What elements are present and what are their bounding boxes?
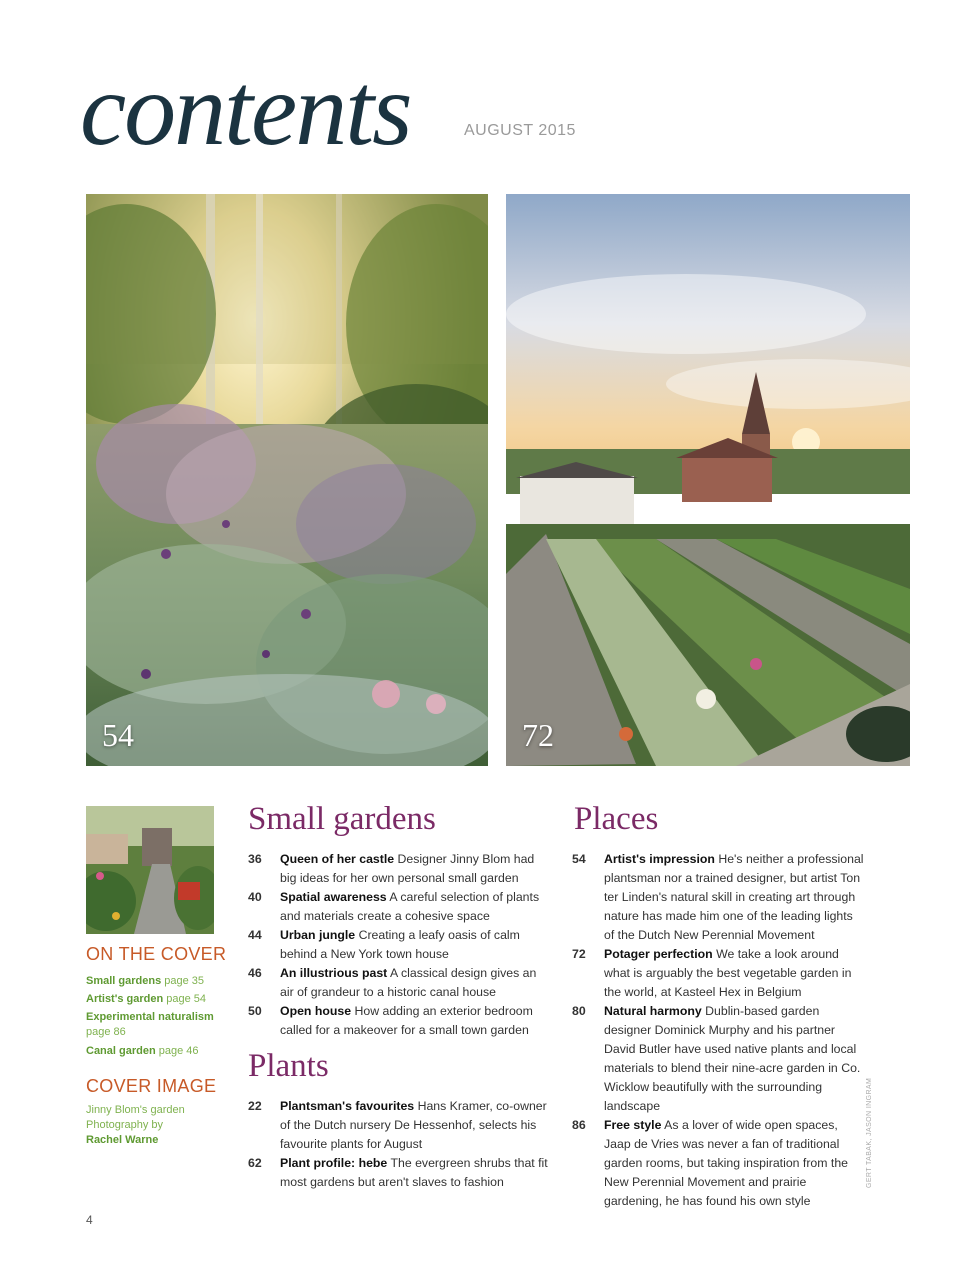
cover-item[interactable]: Canal garden page 46 (86, 1045, 199, 1057)
section-heading-places: Places (574, 801, 659, 837)
potager-church-image (506, 194, 910, 766)
cover-image-heading: COVER IMAGE (86, 1076, 217, 1096)
cover-list (86, 972, 236, 1060)
photo-page-number: 72 (522, 717, 554, 753)
page-folio: 4 (86, 1213, 93, 1227)
contents-entry[interactable]: 22 Plantsman's favourites Hans Kramer, co-owner of the Dutch nursery De Hessenhof, selects his favourite plants for August (248, 1099, 547, 1151)
contents-entry[interactable]: 80 Natural harmony Dublin-based garden designer Dominick Murphy and his partner David Butler have used native plants and local materials to blend their nine-acre garden in Co. Wicklow beautifully with the surrounding landscape (572, 1004, 861, 1113)
section-heading-small-gardens: Small gardens (248, 801, 436, 837)
cover-item[interactable]: Experimental naturalism page 86 (86, 1011, 214, 1038)
cover-thumbnail[interactable] (86, 806, 214, 934)
contents-entry[interactable]: 40 Spatial awareness A careful selection of plants and materials create a cohesive space (248, 890, 540, 923)
contents-entry[interactable]: 44 Urban jungle Creating a leafy oasis of calm behind a New York town house (248, 928, 520, 961)
issue-date: AUGUST 2015 (464, 122, 576, 139)
section-heading-plants: Plants (248, 1048, 329, 1084)
cover-garden-image (86, 806, 214, 934)
cover-image-credit: Jinny Blom's garden Photography by Rachel Warne (86, 1103, 236, 1148)
meadow-garden-image (86, 194, 488, 766)
plants-list (248, 1097, 548, 1192)
cover-heading: ON THE COVER (86, 944, 227, 964)
contents-entry[interactable]: 36 Queen of her castle Designer Jinny Blom had big ideas for her own personal small garden (248, 852, 535, 885)
contents-entry[interactable]: 50 Open house How adding an exterior bedroom called for a makeover for a small town garden (248, 1004, 533, 1037)
feature-photo-potager[interactable] (506, 194, 910, 766)
small-gardens-list (248, 850, 548, 1040)
photo-page-number: 54 (102, 717, 134, 753)
photo-credit: GERT TABAK, JASON INGRAM (866, 1077, 873, 1188)
cover-item[interactable]: Small gardens page 35 (86, 975, 205, 987)
contents-entry[interactable]: 62 Plant profile: hebe The evergreen shrubs that fit most gardens but aren't slaves to fashion (248, 1156, 548, 1189)
places-list (572, 850, 866, 1211)
contents-entry[interactable]: 86 Free style As a lover of wide open spaces, Jaap de Vries was never a fan of traditional garden rooms, but taking inspiration from the New Perennial Movement and prairie gardening, he has found his own style (572, 1118, 849, 1208)
page-title: contents (80, 52, 411, 167)
contents-entry[interactable]: 54 Artist's impression He's neither a professional plantsman nor a trained designer, but artist Ton ter Linden's natural skill in creating art through nature has made him one of the leading lights of the Dutch New Perennial Movement (572, 852, 864, 942)
contents-entry[interactable]: 46 An illustrious past A classical design gives an air of grandeur to a historic canal house (248, 966, 537, 999)
contents-entry[interactable]: 72 Potager perfection We take a look around what is arguably the best vegetable garden in the world, at Kasteel Hex in Belgium (572, 947, 852, 999)
cover-item[interactable]: Artist's garden page 54 (86, 993, 207, 1005)
feature-photo-meadow[interactable] (86, 194, 488, 766)
photographer-name: Rachel Warne (86, 1134, 159, 1146)
